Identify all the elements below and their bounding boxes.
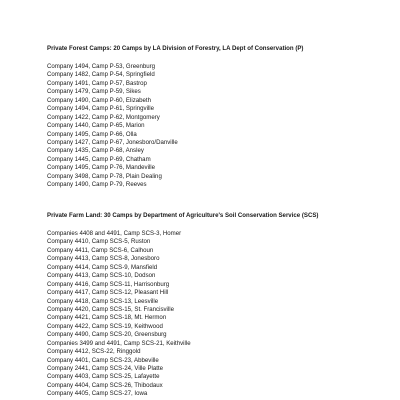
section-heading: Private Forest Camps: 20 Camps by LA Division of Forestry, LA Dept of Conservation (P) <box>47 45 304 52</box>
list-item: Company 1479, Camp P-59, Sikes <box>47 88 141 96</box>
list-item: Company 4412, SCS-22, Ringgold <box>47 348 141 356</box>
list-item: Company 1427, Camp P-67, Jonesboro/Danville <box>47 138 178 146</box>
section-heading: Private Farm Land: 30 Camps by Department of Agriculture's Soil Conservation Service (SCS) <box>47 212 319 219</box>
list-item: Company 1494, Camp P-53, Greenburg <box>47 63 156 70</box>
list-item: Company 4420, Camp SCS-15, St. Francisville <box>47 305 175 313</box>
list-item: Company 4404, Camp SCS-26, Thibodaux <box>47 381 163 389</box>
list-item: Company 4413, Camp SCS-10, Dodson <box>47 272 156 280</box>
list-item: Company 1490, Camp P-60, Elizabeth <box>47 96 151 104</box>
list-item: Company 4417, Camp SCS-12, Pleasant Hill <box>47 289 169 297</box>
list-item: Company 1495, Camp P-76, Mandeville <box>47 164 156 172</box>
list-item: Company 4418, Camp SCS-13, Leesville <box>47 297 159 305</box>
list-item: Company 4410, Camp SCS-5, Ruston <box>47 238 151 246</box>
list-item: Company 2441, Camp SCS-24, Ville Platte <box>47 365 164 372</box>
list-item: Company 4401, Camp SCS-23, Abbeville <box>47 356 159 364</box>
private-forest-camps-section <box>47 45 390 190</box>
list-item: Company 1494, Camp P-61, Springville <box>47 105 155 113</box>
list-item: Company 4403, Camp SCS-25, Lafayette <box>47 373 160 381</box>
list-item: Companies 4408 and 4491, Camp SCS-3, Homer <box>47 230 182 237</box>
list-item: Company 3498, Camp P-78, Plain Dealing <box>47 172 162 180</box>
list-item: Company 4422, Camp SCS-19, Keithwood <box>47 322 163 330</box>
private-farm-land-section <box>47 212 390 399</box>
list-item: Companies 3499 and 4491, Camp SCS-21, Keithville <box>47 339 191 347</box>
list-item: Company 4416, Camp SCS-11, Harrisonburg <box>47 280 170 288</box>
list-item: Company 4414, Camp SCS-9, Mansfield <box>47 263 158 271</box>
list-item: Company 1482, Camp P-54, Springfield <box>47 71 155 79</box>
list-item: Company 1422, Camp P-62, Montgomery <box>47 113 160 121</box>
list-item: Company 1495, Camp P-66, Olla <box>47 130 137 138</box>
list-item: Company 4411, Camp SCS-6, Calhoun <box>47 246 154 254</box>
list-item: Company 1491, Camp P-57, Bastrop <box>47 79 147 87</box>
list-item: Company 4413, Camp SCS-8, Jonesboro <box>47 255 160 263</box>
list-item: Company 4421, Camp SCS-18, Mt. Hermon <box>47 314 167 322</box>
camp-list <box>47 63 390 190</box>
list-item: Company 4405, Camp SCS-27, Iowa <box>47 390 148 398</box>
list-item: Company 1445, Camp P-69, Chatham <box>47 155 151 163</box>
list-item: Company 1435, Camp P-68, Ansley <box>47 147 144 155</box>
list-item: Company 4490, Camp SCS-20, Greensburg <box>47 331 167 339</box>
list-item: Company 1490, Camp P-79, Reeves <box>47 181 147 189</box>
camp-list <box>47 230 390 399</box>
list-item: Company 1440, Camp P-65, Marion <box>47 122 145 130</box>
